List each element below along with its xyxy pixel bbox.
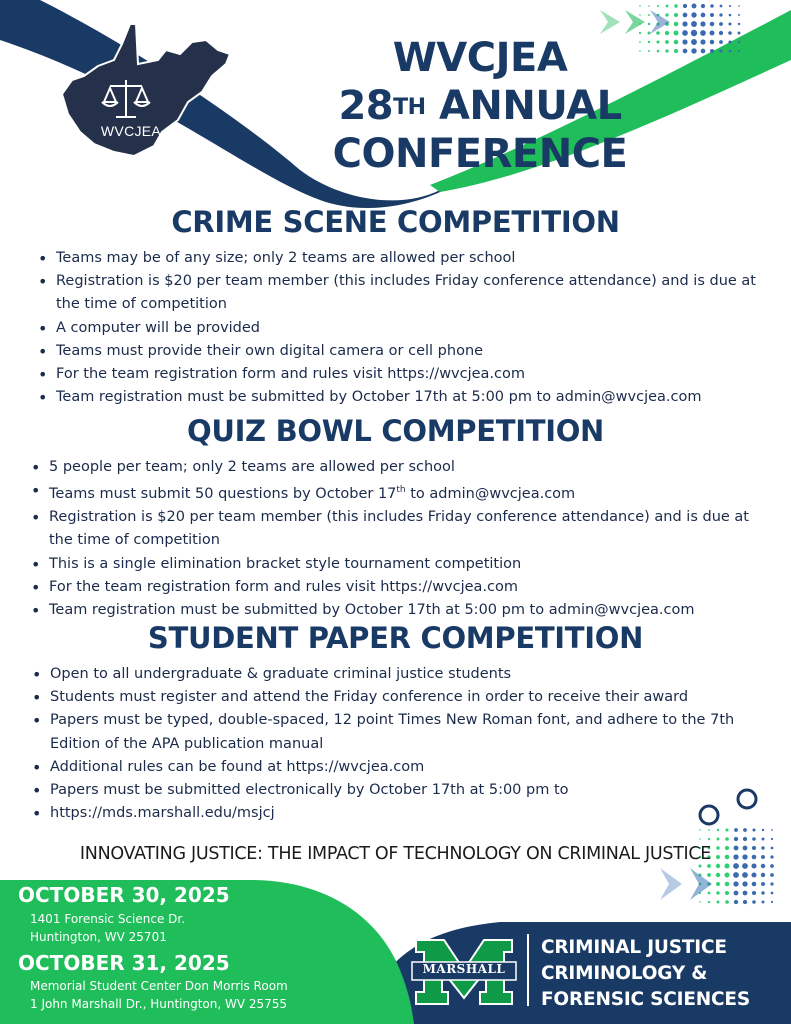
address-1 [30,910,185,946]
conference-theme: INNOVATING JUSTICE: THE IMPACT OF TECHNOLOGY ON CRIMINAL JUSTICE [79,844,712,864]
divider [527,934,529,1006]
title-annual: ANNUAL [425,83,622,129]
chevron-arrows-icon [660,868,712,900]
chevron-arrows-icon [600,10,670,34]
list-item: • For the team registration form and rules visit https://wvcjea.com [36,363,756,386]
list-item: • For the team registration form and rules visit https://wvcjea.com [29,576,749,599]
department-line: CRIMINOLOGY & [541,963,708,984]
wvcjea-logo [58,20,236,160]
west-virginia-map-icon [58,20,236,160]
marshall-wordmark: MARSHALL [422,962,506,976]
title-edition-number: 28 [338,83,394,129]
address-line: 1401 Forensic Science Dr. [30,912,186,926]
list-item: • Teams may be of any size; only 2 teams are allowed per school [36,247,756,270]
logo-text: WVCJEA [100,123,162,139]
date-1: OCTOBER 30, 2025 [18,883,230,907]
list-item: • Students must register and attend the Friday conference in order to receive their award [30,686,760,709]
crime-scene-heading: CRIME SCENE COMPETITION [171,205,620,239]
list-item: • Team registration must be submitted by October 17th at 5:00 pm to admin@wvcjea.com [29,599,749,622]
quiz-bowl-list [29,456,749,622]
list-item: • Additional rules can be found at https://wvcjea.com [30,756,760,779]
dot-pattern-icon [699,828,774,904]
list-item: • Team registration must be submitted by October 17th at 5:00 pm to admin@wvcjea.com [36,386,756,409]
student-paper-list [30,663,760,825]
address-line: Huntington, WV 25701 [30,930,167,944]
list-item: • This is a single elimination bracket style tournament competition [29,553,749,576]
address-line: 1 John Marshall Dr., Huntington, WV 25755 [30,997,288,1011]
list-item: • Open to all undergraduate & graduate criminal justice students [30,663,760,686]
department-name [541,935,750,1013]
item-text: to admin@wvcjea.com [405,486,576,503]
address-2 [30,977,288,1013]
title-line-2 [300,82,660,130]
marshall-m-logo-icon [410,936,518,1008]
date-2: OCTOBER 31, 2025 [18,951,230,975]
list-item: • Papers must be typed, double-spaced, 12 point Times New Roman font, and adhere to the 7th Edition of the APA publication manual [30,709,760,755]
department-line: CRIMINAL JUSTICE [541,937,727,958]
list-item: • Teams must provide their own digital camera or cell phone [36,340,756,363]
list-item: • https://mds.marshall.edu/msjcj [30,802,760,825]
list-item [29,479,749,506]
list-item: • A computer will be provided [36,317,756,340]
crime-scene-list [36,247,756,409]
list-item: • 5 people per team; only 2 teams are allowed per school [29,456,749,479]
item-sup: th [396,485,406,496]
student-paper-heading: STUDENT PAPER COMPETITION [147,621,644,655]
quiz-bowl-heading: QUIZ BOWL COMPETITION [186,414,605,448]
title-line-1: WVCJEA [392,35,568,81]
list-item: • Registration is $20 per team member (this includes Friday conference attendance) and is due at the time of competition [29,506,749,552]
list-item: • Papers must be submitted electronically by October 17th at 5:00 pm to [30,779,760,802]
title-edition-suffix: TH [393,95,426,120]
conference-title [300,34,660,178]
department-line: FORENSIC SCIENCES [541,989,750,1010]
list-item: • Registration is $20 per team member (this includes Friday conference attendance) and is due at the time of competition [36,270,756,316]
title-line-3: CONFERENCE [332,131,628,177]
address-line: Memorial Student Center Don Morris Room [30,979,288,993]
item-text: Teams must submit 50 questions by October 17 [49,486,397,503]
